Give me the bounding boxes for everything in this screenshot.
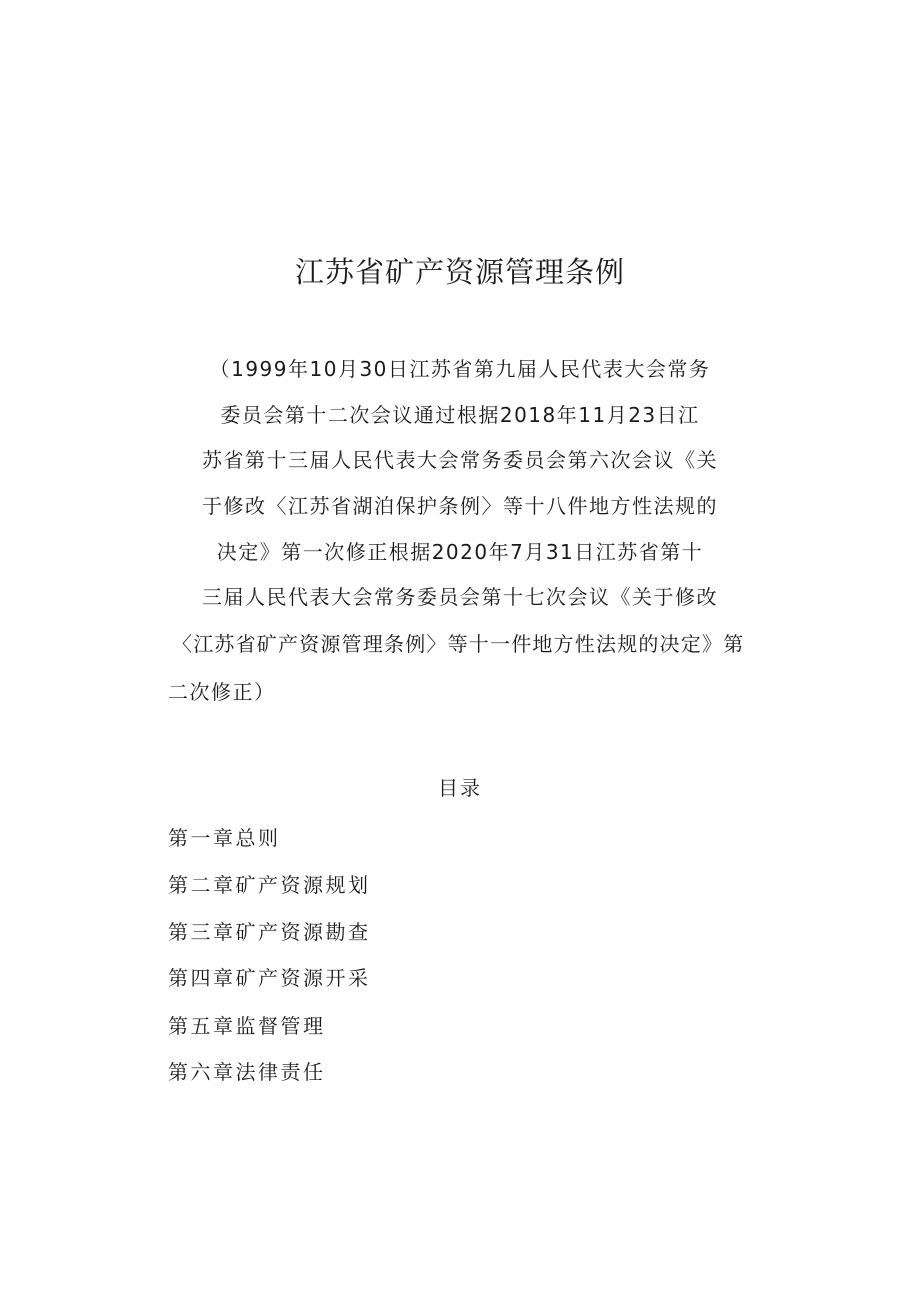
preface-line: 二次修正）	[168, 680, 276, 704]
preface-line: 决定》第一次修正根据2020年7月31日江苏省第十	[216, 540, 704, 564]
toc-item: 第三章矿产资源勘查	[168, 920, 371, 944]
document-title: 江苏省矿产资源管理条例	[294, 255, 625, 289]
preface-line: 委员会第十二次会议通过根据2018年11月23日江	[220, 403, 700, 427]
preface-line: 三届人民代表大会常务委员会第十七次会议《关于修改	[202, 585, 718, 609]
preface-line: 〈江苏省矿产资源管理条例〉等十一件地方性法规的决定》第	[172, 632, 745, 656]
toc-item: 第一章总则	[168, 826, 281, 850]
toc-item: 第五章监督管理	[168, 1014, 326, 1038]
preface-line: （1999年10月30日江苏省第九届人民代表大会常务	[209, 357, 711, 381]
preface-line: 苏省第十三届人民代表大会常务委员会第六次会议《关	[202, 448, 718, 472]
toc-item: 第四章矿产资源开采	[168, 966, 371, 990]
toc-item: 第二章矿产资源规划	[168, 873, 371, 897]
toc-item: 第六章法律责任	[168, 1060, 326, 1084]
toc-heading: 目录	[438, 776, 482, 800]
preface-line: 于修改〈江苏省湖泊保护条例〉等十八件地方性法规的	[202, 494, 718, 518]
